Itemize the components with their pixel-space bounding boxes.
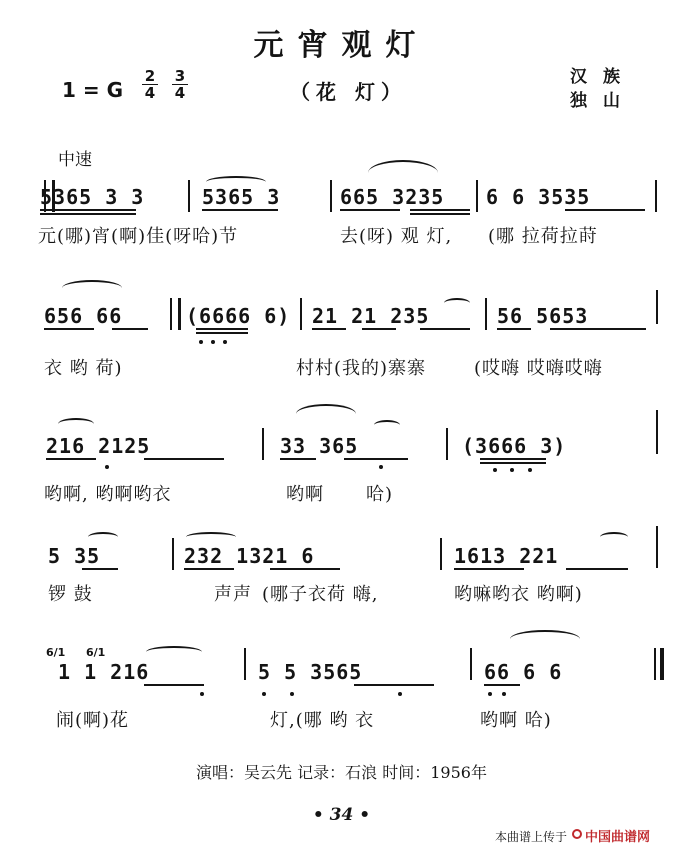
low-octave-dot [493,468,497,472]
measure-notes: 1613 221 [454,544,559,568]
low-octave-dot [105,465,109,469]
lyrics-segment: 哟嘛哟衣 哟啊) [454,584,583,605]
beam [420,328,470,330]
time-signature-2-4: 2 4 [142,68,158,101]
site-watermark: 中国曲谱网 [585,830,651,845]
measure-notes: 21 21 235 [312,304,430,328]
barline [262,428,264,460]
song-title: 元宵观灯 [253,28,430,63]
key-signature: 1 = G [62,78,124,102]
low-octave-dot [488,692,492,696]
barline [172,538,174,570]
lyrics-segment: 哟啊 [286,484,324,505]
barline [654,648,656,680]
low-octave-dot [528,468,532,472]
page-number: • 34 • [312,805,371,825]
genre-label: （花 灯） [290,80,407,104]
slur [296,404,356,424]
measure-notes: (3666 3) [462,434,567,458]
beam [340,209,400,211]
lyrics-segment: (哪子衣荷 嗨, [262,584,379,605]
slur [58,418,94,430]
beam [484,684,520,686]
measure-notes: 232 1321 6 [184,544,315,568]
lyrics-segment: 灯,(哪 哟 衣 [270,710,375,731]
lyrics-segment: 元(哪)宵(啊)佳(呀哈)节 [38,226,239,247]
beam [480,462,546,464]
barline [446,428,448,460]
low-octave-dot [290,692,294,696]
low-octave-dot [379,465,383,469]
low-octave-dot [211,340,215,344]
region-label: 独山 [570,91,636,111]
beam [144,458,224,460]
barline [330,180,332,212]
performance-credits: 演唱：吴云先 记录：石浪 时间：1956年 [196,763,487,782]
lyrics-segment: 哟啊, 哟啊哟衣 [44,484,172,505]
barline [656,290,658,324]
slur [186,532,236,542]
low-octave-dot [200,692,204,696]
beam [497,328,531,330]
slur [374,420,400,430]
lyrics-segment: 衣 哟 荷) [44,358,123,379]
beam [40,209,136,211]
beam [480,458,546,460]
measure-notes: 6 6 3535 [486,185,591,209]
measure-notes: 66 6 6 [484,660,563,684]
beam [354,684,434,686]
grace-note: 6/1 [86,646,106,659]
site-logo-icon [572,829,582,839]
beam [196,332,248,334]
beam [362,328,396,330]
lyrics-segment: 声声 [214,584,252,605]
beam [40,213,136,215]
end-barline [660,648,664,680]
low-octave-dot [199,340,203,344]
slur [510,630,580,648]
barline [470,648,472,680]
beam [280,458,316,460]
measure-notes: 665 3235 [340,185,445,209]
barline [188,180,190,212]
measure-notes: 33 365 [280,434,359,458]
barline [440,538,442,570]
barline [656,410,658,454]
beam [550,328,646,330]
measure-notes: 1 1 216 [58,660,150,684]
beam [184,568,234,570]
tempo-marking: 中速 [58,150,92,170]
measure-notes: 5365 3 [202,185,281,209]
slur [88,532,118,542]
low-octave-dot [510,468,514,472]
slur [146,646,202,658]
slur [600,532,628,542]
slur [368,160,438,186]
barline [655,180,657,212]
barline [476,180,478,212]
beam [82,568,118,570]
time-signature-3-4: 3 4 [172,68,188,101]
beam [410,209,470,211]
barline [656,526,658,568]
lyrics-segment: 闹(啊)花 [56,710,130,731]
measure-notes: 5365 3 3 [40,185,145,209]
lyrics-segment: 哈) [366,484,394,505]
slur [206,176,266,188]
barline [300,298,302,330]
lyrics-segment: 锣 鼓 [48,584,93,605]
measure-notes: 656 66 [44,304,123,328]
beam [270,568,340,570]
lyrics-segment: 哟啊 哈) [480,710,552,731]
beam [112,328,148,330]
measure-notes: (6666 6) [186,304,291,328]
lyrics-segment: 去(呀) 观 灯, [340,226,453,247]
lyrics-segment: (哪 拉荷拉莳 [488,226,598,247]
low-octave-dot [398,692,402,696]
grace-note: 6/1 [46,646,66,659]
beam [44,328,94,330]
beam [46,458,96,460]
lyrics-segment: 村村(我的)寨寨 [296,358,427,379]
beam [410,213,470,215]
barline [244,648,246,680]
beam [344,458,408,460]
measure-notes: 5 35 [48,544,101,568]
beam [312,328,346,330]
low-octave-dot [223,340,227,344]
low-octave-dot [262,692,266,696]
beam [566,568,628,570]
upload-note: 本曲谱上传于 [495,830,568,844]
ethnic-label: 汉族 [570,67,636,87]
slur [62,280,122,296]
measure-notes: 56 5653 [497,304,589,328]
lyrics-segment: (哎嗨 哎嗨哎嗨 [474,358,603,379]
measure-notes: 216 2125 [46,434,151,458]
beam [144,684,204,686]
slur [444,298,470,308]
barline [485,298,487,330]
measure-notes: 5 5 3565 [258,660,363,684]
beam [454,568,524,570]
beam [196,328,248,330]
barline [170,298,181,330]
beam [565,209,645,211]
low-octave-dot [502,692,506,696]
beam [202,209,278,211]
